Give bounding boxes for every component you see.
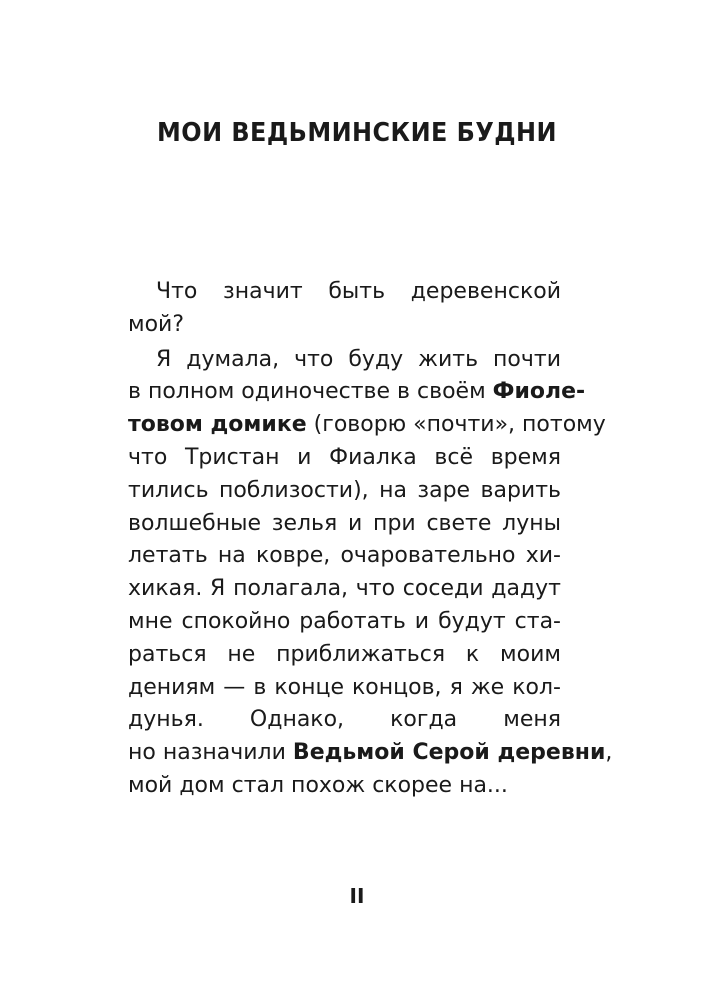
paragraph-2-line: волшебные зелья и при свете луны xyxy=(128,510,561,536)
paragraph-2-line: дунья. Однако, когда меня xyxy=(128,707,561,733)
paragraph-2-line: Я думала, что буду жить почти xyxy=(156,346,561,372)
paragraph-2-line: летать на ковре, очаровательно хи- xyxy=(128,543,561,569)
bold-phrase: Ведьмой Серой деревни xyxy=(292,740,606,766)
chapter-title: МОИ ВЕДЬМИНСКИЕ БУДНИ xyxy=(157,118,557,148)
paragraph-2-line: дениям — в конце концов, я же кол- xyxy=(128,674,561,700)
paragraph-2-line xyxy=(128,409,606,442)
bold-phrase: Фиоле- xyxy=(492,379,586,405)
paragraph-2-line: мой дом стал похож скорее на... xyxy=(128,772,508,798)
paragraph-2-line: хикая. Я полагала, что соседи дадут xyxy=(128,576,561,602)
paragraph-2-line: тились поблизости), на заре варить xyxy=(128,477,561,503)
line-text: но назначили xyxy=(128,740,293,766)
paragraph-2-line: что Тристан и Фиалка всё время xyxy=(128,444,561,470)
paragraph-2-line xyxy=(128,737,613,770)
line-text: (говорю «почти», потому xyxy=(306,412,606,438)
line-text: в полном одиночестве в своём xyxy=(128,379,493,405)
paragraph-2-line: раться не приближаться к моим xyxy=(128,641,561,667)
page-number: II xyxy=(349,884,365,908)
paragraph-1-line: мой? xyxy=(128,311,185,337)
bold-phrase: товом домике xyxy=(128,412,307,438)
paragraph-2-line xyxy=(128,376,586,409)
paragraph-1-line: Что значит быть деревенской xyxy=(156,279,561,304)
body-text xyxy=(128,276,613,803)
paragraph-2-line: мне спокойно работать и будут ста- xyxy=(128,608,561,634)
line-text: , xyxy=(605,740,613,766)
